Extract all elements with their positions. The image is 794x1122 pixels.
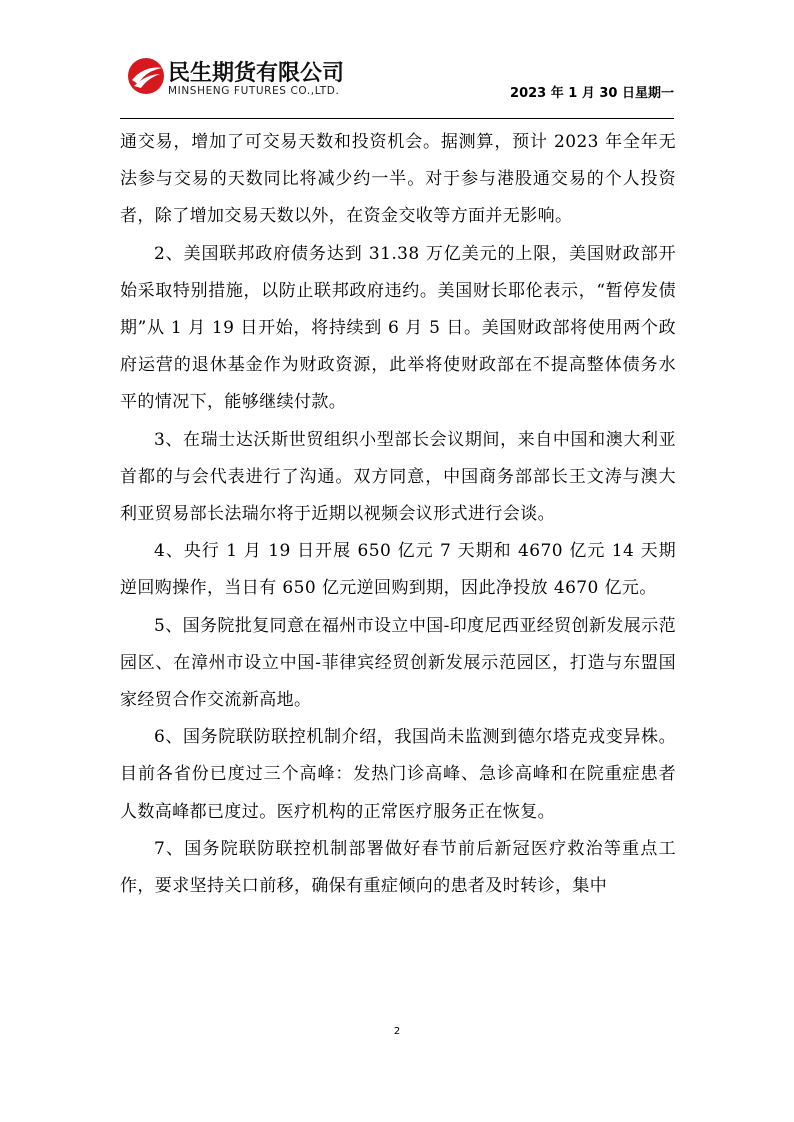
company-logo [120,52,380,102]
company-name-cn: 民生期货有限公司 [168,61,345,86]
paragraph-item-4: 4、央行 1 月 19 日开展 650 亿元 7 天期和 4670 亿元 14 天期逆回购操作，当日有 650 亿元逆回购到期，因此净投放 4670 亿元。 [120,541,676,599]
paragraph-item-2: 2、美国联邦政府债务达到 31.38 万亿美元的上限，美国财政部开始采取特别措施，以防止联邦政府违约。美国财长耶伦表示，“暂停发债期”从 1 月 19 日开始，将持续到 6 月 5 日。美国财政部将使用两个政府运营的退休基金作为财政资源，此举将使财政部在不提高整体债务水平的情况下，能够继续付款。 [120,243,676,413]
paragraph-continued: 通交易，增加了可交易天数和投资机会。据测算，预计 2023 年全年无法参与交易的天数同比将减少约一半。对于参与港股通交易的个人投资者，除了增加交易天数以外，在资金交收等方面并无影响。 [120,132,676,227]
paragraph-item-3: 3、在瑞士达沃斯世贸组织小型部长会议期间，来自中国和澳大利亚首都的与会代表进行了沟通。双方同意，中国商务部部长王文涛与澳大利亚贸易部长法瑞尔将于近期以视频会议形式进行会谈。 [120,429,676,525]
article-body [120,124,676,905]
minsheng-swoosh-icon [126,56,166,96]
report-date: 2023 年 1 月 30 日星期一 [510,86,674,101]
page-header [120,52,674,120]
page-number: 2 [393,1026,401,1037]
paragraph-item-5: 5、国务院批复同意在福州市设立中国-印度尼西亚经贸创新发展示范园区、在漳州市设立中国-菲律宾经贸创新发展示范园区，打造与东盟国家经贸合作交流新高地。 [120,615,676,711]
paragraph-item-7: 7、国务院联防联控机制部署做好春节前后新冠医疗救治等重点工作，要求坚持关口前移，确保有重症倾向的患者及时转诊，集中 [120,838,676,897]
header-divider [120,118,674,119]
paragraph-item-6: 6、国务院联防联控机制介绍，我国尚未监测到德尔塔克戎变异株。目前各省份已度过三个高峰：发热门诊高峰、急诊高峰和在院重症患者人数高峰都已度过。医疗机构的正常医疗服务正在恢复。 [120,727,676,822]
company-name-en: MINSHENG FUTURES CO.,LTD. [168,85,340,97]
